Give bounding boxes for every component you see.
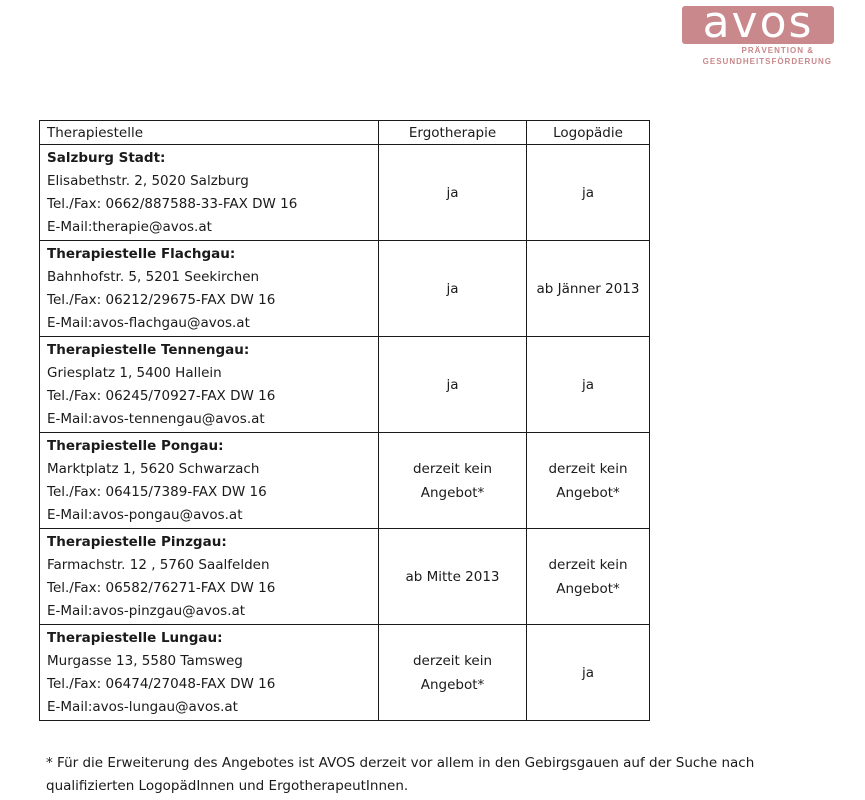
location-name: Therapiestelle Flachgau: [47, 245, 236, 262]
location-address: Elisabethstr. 2, 5020 Salzburg [47, 172, 249, 189]
location-cell [40, 337, 379, 433]
location-phone: Tel./Fax: 0662/887588-33-FAX DW 16 [47, 195, 298, 212]
location-address: Marktplatz 1, 5620 Schwarzach [47, 460, 260, 477]
logo-tagline-1: PRÄVENTION & [741, 46, 814, 55]
location-name: Therapiestelle Tennengau: [47, 341, 250, 358]
logopaedie-status: ab Jänner 2013 [527, 241, 650, 337]
location-name: Therapiestelle Pinzgau: [47, 533, 227, 550]
location-phone: Tel./Fax: 06212/29675-FAX DW 16 [47, 291, 276, 308]
logopaedie-status: ja [527, 625, 650, 721]
table-header-row [40, 121, 650, 145]
ergotherapie-status: ja [379, 241, 527, 337]
ergotherapie-status: ja [379, 145, 527, 241]
location-cell [40, 625, 379, 721]
location-name: Therapiestelle Lungau: [47, 629, 223, 646]
location-phone: Tel./Fax: 06582/76271-FAX DW 16 [47, 579, 276, 596]
table-row [40, 337, 650, 433]
location-cell [40, 145, 379, 241]
ergotherapie-status: derzeit kein Angebot* [379, 625, 527, 721]
logo-tagline-2: GESUNDHEITSFÖRDERUNG [702, 57, 832, 66]
location-name: Salzburg Stadt: [47, 149, 166, 166]
logo-wordmark-box [682, 6, 834, 44]
location-email: E-Mail:avos-lungau@avos.at [47, 698, 238, 715]
table-row [40, 241, 650, 337]
location-address: Bahnhofstr. 5, 5201 Seekirchen [47, 268, 260, 285]
location-address: Farmachstr. 12 , 5760 Saalfelden [47, 556, 270, 573]
location-email: E-Mail:avos-pinzgau@avos.at [47, 602, 246, 619]
logopaedie-status: derzeit kein Angebot* [527, 529, 650, 625]
location-email: E-Mail:avos-tennengau@avos.at [47, 410, 265, 427]
location-email: E-Mail:avos-flachgau@avos.at [47, 314, 250, 331]
logopaedie-status: ja [527, 145, 650, 241]
location-address: Murgasse 13, 5580 Tamsweg [47, 652, 243, 669]
ergotherapie-status: derzeit kein Angebot* [379, 433, 527, 529]
header-logopaedie: Logopädie [527, 121, 650, 145]
ergotherapie-status: ja [379, 337, 527, 433]
avos-logo [680, 6, 836, 64]
table-row [40, 145, 650, 241]
table-row [40, 625, 650, 721]
table-row [40, 433, 650, 529]
location-email: E-Mail:therapie@avos.at [47, 218, 212, 235]
location-address: Griesplatz 1, 5400 Hallein [47, 364, 222, 381]
location-phone: Tel./Fax: 06245/70927-FAX DW 16 [47, 387, 276, 404]
location-cell [40, 241, 379, 337]
location-phone: Tel./Fax: 06474/27048-FAX DW 16 [47, 675, 276, 692]
logopaedie-status: derzeit kein Angebot* [527, 433, 650, 529]
table-row [40, 529, 650, 625]
location-cell [40, 529, 379, 625]
location-phone: Tel./Fax: 06415/7389-FAX DW 16 [47, 483, 267, 500]
footnote: * Für die Erweiterung des Angebotes ist AVOS derzeit vor allem in den Gebirgsgauen auf der Suche nach qualifizierten LogopädInnen und ErgotherapeutInnen. [46, 755, 755, 794]
location-cell [40, 433, 379, 529]
location-email: E-Mail:avos-pongau@avos.at [47, 506, 243, 523]
logopaedie-status: ja [527, 337, 650, 433]
logo-wordmark: avos [702, 6, 814, 44]
header-therapiestelle: Therapiestelle [40, 121, 379, 145]
location-name: Therapiestelle Pongau: [47, 437, 224, 454]
header-ergotherapie: Ergotherapie [379, 121, 527, 145]
therapy-locations-table [39, 120, 650, 721]
ergotherapie-status: ab Mitte 2013 [379, 529, 527, 625]
